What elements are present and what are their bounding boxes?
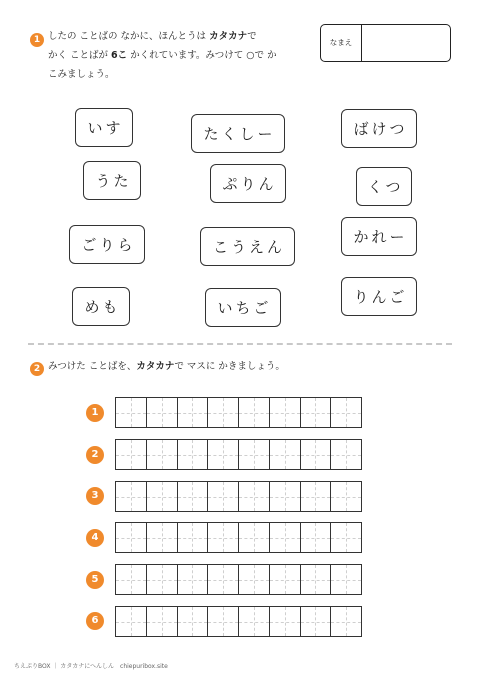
word-box[interactable]: こうえん bbox=[200, 227, 295, 266]
word-box[interactable]: めも bbox=[72, 287, 130, 326]
word-box[interactable]: ぷりん bbox=[210, 164, 286, 203]
word-box[interactable]: うた bbox=[83, 161, 141, 200]
word-box[interactable]: いす bbox=[75, 108, 133, 147]
row-2-badge: 2 bbox=[86, 446, 104, 464]
word-box[interactable]: ばけつ bbox=[341, 109, 417, 148]
question-2-instruction: みつけた ことばを、カタカナで マスに かきましょう。 bbox=[48, 361, 285, 372]
row-5-badge: 5 bbox=[86, 571, 104, 589]
word-box[interactable]: りんご bbox=[341, 277, 417, 316]
row-4-badge: 4 bbox=[86, 529, 104, 547]
row-3-badge: 3 bbox=[86, 487, 104, 505]
answer-grid-4[interactable] bbox=[115, 522, 362, 553]
row-1-badge: 1 bbox=[86, 404, 104, 422]
answer-grid-6[interactable] bbox=[115, 606, 362, 637]
question-1-instruction: したの ことばの なかに、ほんとうは カタカナで かく ことばが 6こ かくれています。みつけて ○で か こみましょう。 bbox=[48, 31, 277, 80]
word-box[interactable]: かれー bbox=[341, 217, 417, 256]
word-box[interactable]: くつ bbox=[356, 167, 412, 206]
name-label: なまえ bbox=[321, 25, 362, 61]
word-box[interactable]: いちご bbox=[205, 288, 281, 327]
answer-grid-5[interactable] bbox=[115, 564, 362, 595]
question-2-badge: 2 bbox=[30, 362, 44, 376]
name-box[interactable] bbox=[320, 24, 451, 62]
word-box[interactable]: たくしー bbox=[191, 114, 285, 153]
answer-grid-2[interactable] bbox=[115, 439, 362, 470]
answer-grid-3[interactable] bbox=[115, 481, 362, 512]
row-6-badge: 6 bbox=[86, 612, 104, 630]
footer-credit: ちえぷりBOX ｜ カタカナにへんしん chiepuribox.site bbox=[14, 663, 168, 670]
question-1-badge: 1 bbox=[30, 33, 44, 47]
word-box[interactable]: ごりら bbox=[69, 225, 145, 264]
answer-grid-1[interactable] bbox=[115, 397, 362, 428]
section-divider bbox=[28, 343, 452, 345]
